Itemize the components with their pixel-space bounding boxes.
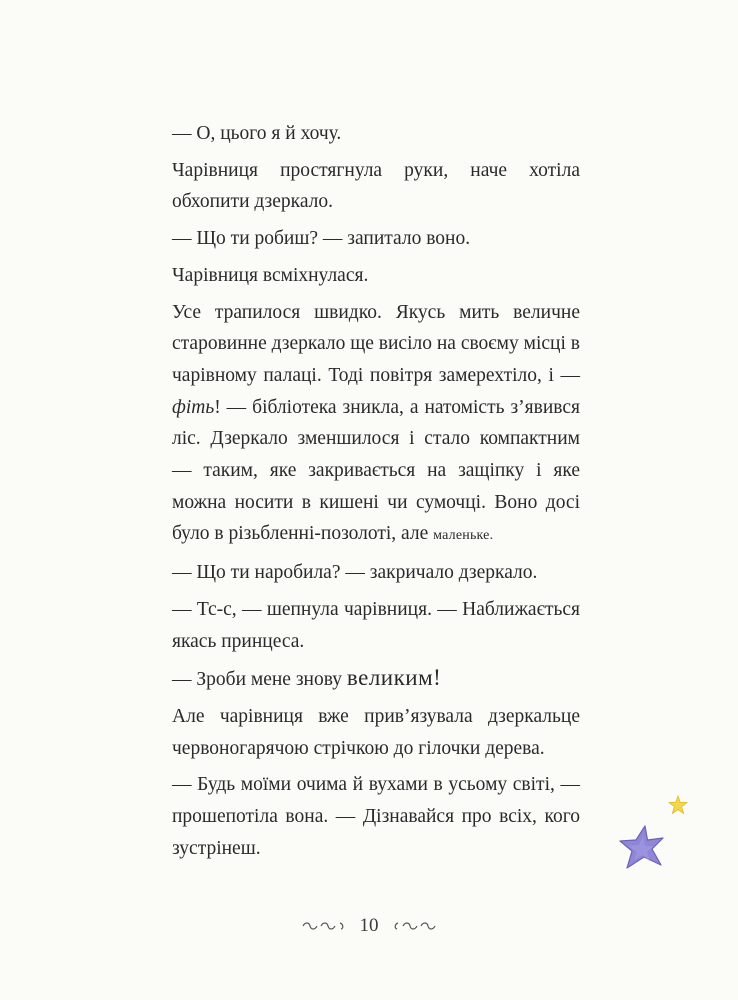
paragraph-5-emphasis: фіть bbox=[172, 396, 215, 418]
paragraph-7: — Тс-с, — шепнула чарівниця. — Наближається якась принцеса. bbox=[172, 598, 580, 652]
left-flourish-icon bbox=[299, 919, 347, 933]
paragraph-4: Чарівниця всміхнулася. bbox=[172, 264, 369, 286]
paragraph-6: — Що ти наробила? — закричало дзеркало. bbox=[172, 562, 538, 584]
star-icon bbox=[617, 824, 667, 870]
paragraph-5-part-2: ! — бібліотека зникла, а натомість з’явився ліс. Дзеркало зменшилося і стало компактним — таким, яке закривається на защіпку і яке можна носити в кишені чи сумочці. Воно досі було в різьбленні-позолоті, але bbox=[172, 396, 580, 545]
paragraph-10: — Будь моїми очима й вухами в усьому світі, — прошепотіла вона. — Дізнавайся про всіх, кого зустрінеш. bbox=[172, 774, 580, 859]
paragraph-8 bbox=[172, 662, 580, 696]
right-flourish-icon bbox=[391, 919, 439, 933]
page-text bbox=[172, 118, 580, 869]
sparkle-star-icon bbox=[667, 795, 689, 815]
paragraph-1: — О, цього я й хочу. bbox=[172, 123, 342, 144]
paragraph-3: — Що ти робиш? — запитало воно. bbox=[172, 228, 471, 250]
paragraph-5-part-1: Усе трапилося швидко. Якусь мить величне старовинне дзеркало ще висіло на своєму місці в чарівному палаці. Тоді повітря замерехтіло, і — bbox=[172, 301, 580, 386]
paragraph-5-small-word: маленьке. bbox=[433, 528, 494, 544]
paragraph-8-big-word: великим! bbox=[346, 665, 442, 691]
page-footer bbox=[0, 914, 738, 937]
paragraph-8-part-1: — Зроби мене знову bbox=[172, 669, 347, 691]
paragraph-2: Чарівниця простягнула руки, наче хотіла обхопити дзеркало. bbox=[172, 159, 580, 213]
page-number: 10 bbox=[359, 914, 379, 936]
paragraph-5 bbox=[172, 297, 580, 553]
paragraph-9: Але чарівниця вже прив’язувала дзеркальце червоногарячою стрічкою до гілочки дерева. bbox=[172, 705, 580, 759]
